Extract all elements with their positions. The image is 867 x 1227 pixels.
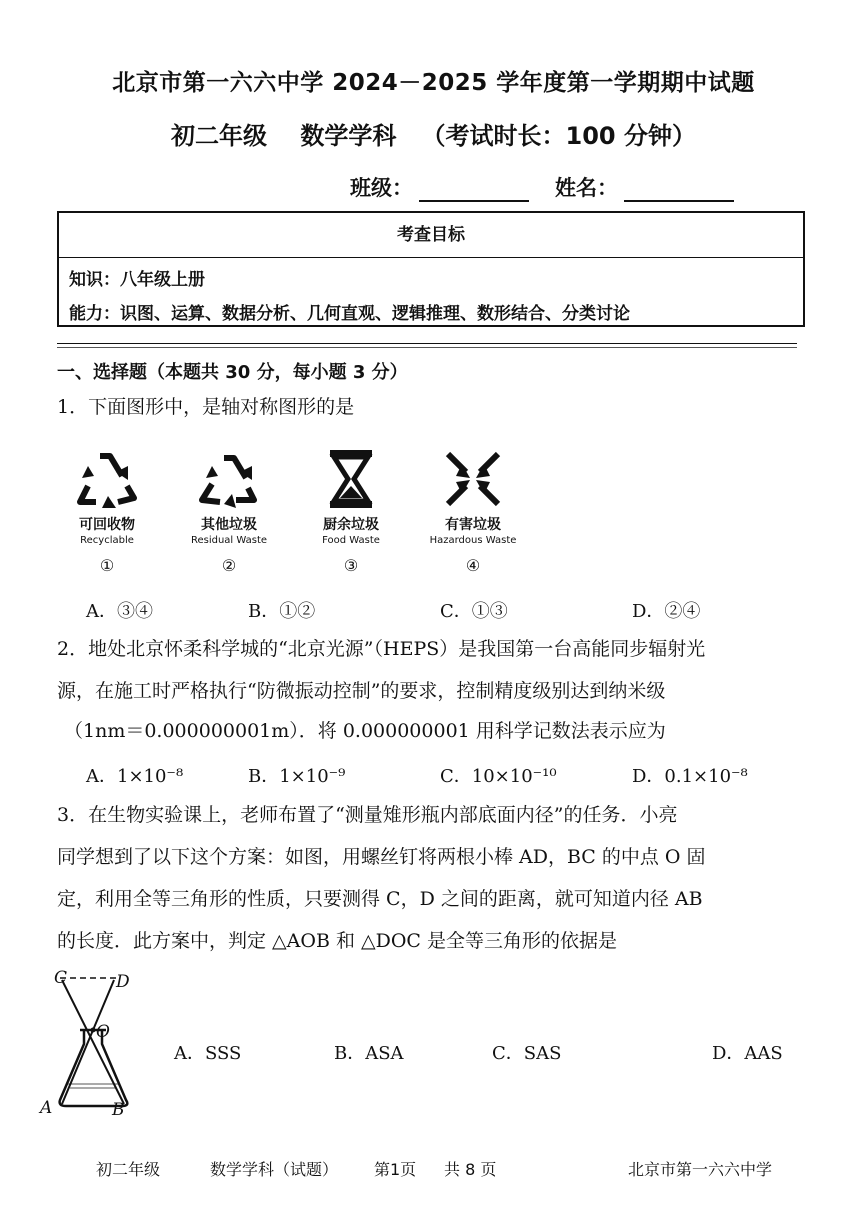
footer-page: 第1页 — [374, 1160, 417, 1179]
footer-school: 北京市第一六六中学 — [628, 1160, 773, 1179]
q2-line1: 2．地处北京怀柔科学城的“北京光源”（HEPS）是我国第一台高能同步辐射光 — [57, 638, 706, 660]
objectives-ability: 能力：识图、运算、数据分析、几何直观、逻辑推理、数形结合、分类讨论 — [69, 304, 630, 324]
q2-option-d[interactable]: D．0.1×10⁻⁸ — [632, 766, 748, 787]
class-label: 班级： — [350, 176, 413, 200]
objectives-box — [57, 211, 805, 327]
q1-icon-1 — [52, 448, 162, 575]
q1-icon-4-en: Hazardous Waste — [429, 535, 517, 546]
q3-line4: 的长度．此方案中，判定 △AOB 和 △DOC 是全等三角形的依据是 — [57, 930, 617, 952]
q3-line3: 定，利用全等三角形的性质，只要测得 C，D 之间的距离，就可知道内径 AB — [57, 888, 703, 910]
label-a: A — [40, 1098, 53, 1118]
q1-option-a[interactable]: A．③④ — [86, 601, 153, 622]
exam-title: 北京市第一六六中学 2024－2025 学年度第一学期期中试题 — [112, 70, 755, 96]
objectives-heading: 考查目标 — [59, 213, 803, 258]
label-o: O — [96, 1022, 110, 1042]
divider-thin — [57, 347, 797, 348]
q2-line2: 源，在施工时严格执行“防微振动控制”的要求，控制精度级别达到纳米级 — [57, 680, 666, 702]
q3-line1: 3．在生物实验课上，老师布置了“测量雉形瓶内部底面内径”的任务．小亮 — [57, 804, 678, 826]
flask-figure — [40, 968, 150, 1123]
q1-icon-2 — [174, 448, 284, 575]
q2-option-c[interactable]: C．10×10⁻¹⁰ — [440, 766, 557, 787]
q1-icon-1-en: Recyclable — [80, 535, 134, 546]
q1-option-d[interactable]: D．②④ — [632, 601, 701, 622]
q1-icon-1-num: ① — [99, 556, 115, 575]
exam-subtitle: 初二年级 数学学科 （考试时长：100 分钟） — [171, 122, 696, 150]
q3-option-c[interactable]: C．SAS — [492, 1043, 562, 1064]
q1-icon-4-num: ④ — [465, 556, 481, 575]
q1-icon-2-en: Residual Waste — [190, 535, 268, 546]
hazardous-icon — [438, 448, 508, 510]
q1-icon-2-cn: 其他垃圾 — [201, 517, 257, 533]
recycle-icon — [72, 448, 142, 510]
footer-subject: 数学学科（试题） — [210, 1160, 339, 1179]
name-blank — [624, 178, 734, 202]
q1-icon-3-cn: 厨余垃圾 — [323, 517, 379, 533]
objectives-knowledge: 知识：八年级上册 — [69, 270, 205, 290]
q1-icon-3-en: Food Waste — [322, 535, 380, 546]
label-d: D — [116, 972, 130, 992]
name-label: 姓名： — [555, 176, 618, 200]
q2-line3: （1nm＝0.000000001m）．将 0.000000001 用科学记数法表示应为 — [64, 720, 666, 742]
section-heading: 一、选择题（本题共 30 分，每小题 3 分） — [57, 362, 408, 383]
q1-option-b[interactable]: B．①② — [248, 601, 316, 622]
q1-icon-1-cn: 可回收物 — [79, 517, 135, 533]
q3-option-b[interactable]: B．ASA — [334, 1043, 404, 1064]
label-b: B — [112, 1100, 125, 1120]
name-class-row — [350, 172, 734, 202]
food-waste-icon — [316, 448, 386, 510]
footer-total: 共 8 页 — [444, 1160, 497, 1179]
q1-icon-4-cn: 有害垃圾 — [445, 517, 501, 533]
divider — [57, 343, 797, 344]
q3-option-d[interactable]: D．AAS — [712, 1043, 783, 1064]
footer-grade: 初二年级 — [96, 1160, 161, 1179]
q1-icon-3-num: ③ — [343, 556, 359, 575]
q1-option-c[interactable]: C．①③ — [440, 601, 508, 622]
q1-icon-3 — [296, 448, 406, 575]
residual-icon — [194, 448, 264, 510]
q1-icon-4 — [418, 448, 528, 575]
q1-stem: 1．下面图形中，是轴对称图形的是 — [57, 396, 355, 418]
q2-option-a[interactable]: A．1×10⁻⁸ — [86, 766, 184, 787]
q1-icons — [52, 448, 572, 588]
class-blank — [419, 178, 529, 202]
label-c: C — [54, 968, 68, 988]
q3-line2: 同学想到了以下这个方案：如图，用螺丝钉将两根小棒 AD，BC 的中点 O 固 — [57, 846, 706, 868]
q3-option-a[interactable]: A．SSS — [174, 1043, 242, 1064]
q1-icon-2-num: ② — [221, 556, 237, 575]
q2-option-b[interactable]: B．1×10⁻⁹ — [248, 766, 346, 787]
